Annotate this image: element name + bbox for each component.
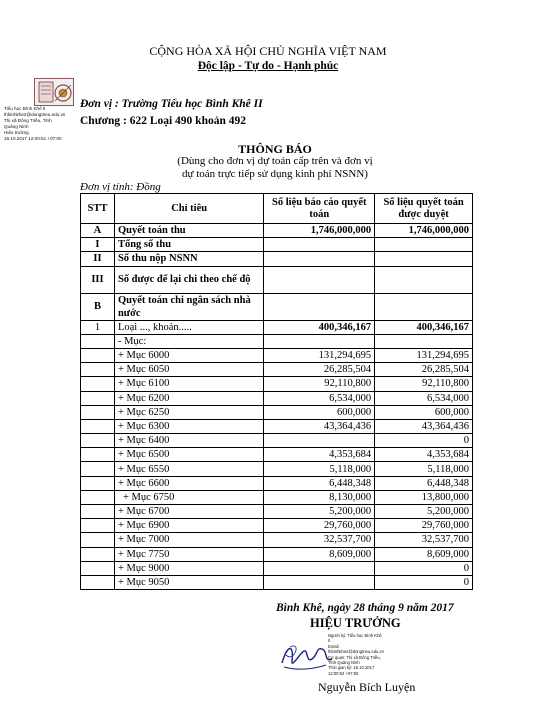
row-reported xyxy=(264,575,375,589)
row-reported xyxy=(264,434,375,448)
row-reported: 8,130,000 xyxy=(264,490,375,504)
stamp-seal-icon xyxy=(34,78,74,106)
row-stt: 1 xyxy=(81,320,115,334)
row-name: + Mục 6100 xyxy=(114,377,263,391)
row-approved: 5,200,000 xyxy=(375,505,473,519)
stamp-line: Tiểu học Bình Khê II xyxy=(4,106,46,111)
row-name: + Mục 6700 xyxy=(114,505,263,519)
row-reported: 5,200,000 xyxy=(264,505,375,519)
row-name: + Mục 7750 xyxy=(114,547,263,561)
row-name: Quyết toán thu xyxy=(114,224,263,238)
row-approved xyxy=(375,334,473,348)
chapter-code: Chương : 622 Loại 490 khoản 492 xyxy=(80,115,246,127)
row-name: + Mục 6200 xyxy=(114,391,263,405)
row-name: + Mục 6750 xyxy=(114,490,263,504)
row-name: - Mục: xyxy=(114,334,263,348)
row-approved xyxy=(375,266,473,293)
row-approved xyxy=(375,252,473,266)
row-reported: 4,353,684 xyxy=(264,448,375,462)
table-body xyxy=(81,224,473,590)
row-name: Số được để lại chi theo chế độ xyxy=(114,266,263,293)
row-reported: 6,534,000 xyxy=(264,391,375,405)
row-approved: 92,110,800 xyxy=(375,377,473,391)
row-stt xyxy=(81,575,115,589)
row-name: Tổng số thu xyxy=(114,238,263,252)
row-reported: 29,760,000 xyxy=(264,519,375,533)
row-stt xyxy=(81,476,115,490)
row-name: Loại ..., khoản..... xyxy=(114,320,263,334)
row-stt xyxy=(81,434,115,448)
notice-subtitle-line1: (Dùng cho đơn vị dự toán cấp trên và đơn vị xyxy=(177,155,373,167)
row-name: + Mục 6300 xyxy=(114,419,263,433)
row-approved: 43,364,436 xyxy=(375,419,473,433)
row-approved: 6,448,348 xyxy=(375,476,473,490)
row-name: + Mục 9000 xyxy=(114,561,263,575)
row-approved xyxy=(375,293,473,320)
row-approved: 29,760,000 xyxy=(375,519,473,533)
notice-subtitle-line2: dự toán trực tiếp sử dụng kinh phí NSNN) xyxy=(182,168,368,180)
row-approved: 8,609,000 xyxy=(375,547,473,561)
nation-heading: CỘNG HÒA XÃ HỘI CHỦ NGHĨA VIỆT NAM xyxy=(149,44,387,58)
table-row xyxy=(81,334,473,348)
table-row xyxy=(81,252,473,266)
table-row xyxy=(81,448,473,462)
row-stt xyxy=(81,448,115,462)
row-name: Quyết toán chi ngân sách nhà nước xyxy=(114,293,263,320)
row-approved: 1,746,000,000 xyxy=(375,224,473,238)
table-row xyxy=(81,293,473,320)
table-row xyxy=(81,476,473,490)
header-reported: Số liệu báo cáo quyết toán xyxy=(264,194,375,224)
sig-info-line: thbinhkhe2@dongtrieu.edu.vn xyxy=(328,649,384,655)
row-reported: 43,364,436 xyxy=(264,419,375,433)
row-stt xyxy=(81,334,115,348)
signer-name: Nguyễn Bích Luyện xyxy=(318,680,416,694)
stamp-line: thbinhkhe2@dongtrieu.edu.vn xyxy=(4,112,66,117)
row-stt xyxy=(81,348,115,362)
stamp-text xyxy=(4,106,78,142)
row-stt xyxy=(81,419,115,433)
row-name: Số thu nộp NSNN xyxy=(114,252,263,266)
row-name: + Mục 6050 xyxy=(114,363,263,377)
row-reported: 92,110,800 xyxy=(264,377,375,391)
row-reported xyxy=(264,561,375,575)
row-stt xyxy=(81,505,115,519)
notice-title: THÔNG BÁO xyxy=(238,142,312,156)
stamp-line: Quảng Ninh xyxy=(4,124,29,129)
sig-info-line: 12:00:52 +07:00 xyxy=(328,670,359,676)
unit-measure: Đơn vị tính: Đồng xyxy=(80,181,161,193)
row-approved: 26,285,504 xyxy=(375,363,473,377)
sig-info-line: Tỉnh Quảng Ninh xyxy=(328,660,360,666)
row-approved: 0 xyxy=(375,575,473,589)
stamp-line: 18.10.2017 12:00:51 +07:00 xyxy=(4,136,62,141)
row-stt xyxy=(81,519,115,533)
table-row xyxy=(81,348,473,362)
motto-heading: Độc lập - Tự do - Hạnh phúc xyxy=(197,60,339,72)
row-stt xyxy=(81,462,115,476)
table-row xyxy=(81,533,473,547)
row-stt xyxy=(81,490,115,504)
row-approved xyxy=(375,238,473,252)
row-stt: II xyxy=(81,252,115,266)
row-reported xyxy=(264,252,375,266)
row-approved: 4,353,684 xyxy=(375,448,473,462)
row-approved: 32,537,700 xyxy=(375,533,473,547)
sign-title: HIỆU TRƯỞNG xyxy=(310,616,401,630)
row-stt xyxy=(81,363,115,377)
settlement-table xyxy=(80,193,473,590)
table-row xyxy=(81,462,473,476)
row-stt: A xyxy=(81,224,115,238)
row-name: + Mục 6550 xyxy=(114,462,263,476)
row-stt xyxy=(81,533,115,547)
sign-date: Bình Khê, ngày 28 tháng 9 năm 2017 xyxy=(276,602,454,614)
row-reported xyxy=(264,238,375,252)
table-row xyxy=(81,575,473,589)
row-reported xyxy=(264,334,375,348)
row-reported xyxy=(264,293,375,320)
table-row xyxy=(81,434,473,448)
row-reported: 1,746,000,000 xyxy=(264,224,375,238)
row-approved: 5,118,000 xyxy=(375,462,473,476)
sig-info-line: II xyxy=(328,638,331,644)
row-approved: 400,346,167 xyxy=(375,320,473,334)
sig-info-line: Cơ quan: Thị xã Đông Triều, xyxy=(328,654,381,660)
row-name: + Mục 6250 xyxy=(114,405,263,419)
row-name: + Mục 6400 xyxy=(114,434,263,448)
digital-stamp xyxy=(4,78,74,148)
row-name: + Mục 6500 xyxy=(114,448,263,462)
row-name: + Mục 9050 xyxy=(114,575,263,589)
row-stt: III xyxy=(81,266,115,293)
table-row xyxy=(81,363,473,377)
row-approved: 131,294,695 xyxy=(375,348,473,362)
row-approved: 0 xyxy=(375,561,473,575)
row-name: + Mục 6600 xyxy=(114,476,263,490)
row-stt xyxy=(81,547,115,561)
table-row xyxy=(81,405,473,419)
table-row xyxy=(81,238,473,252)
row-reported: 8,609,000 xyxy=(264,547,375,561)
row-name: + Mục 6000 xyxy=(114,348,263,362)
sig-info-line: Thời gian ký: 18.10.2017 xyxy=(328,665,375,671)
table-header-row xyxy=(81,194,473,224)
row-stt xyxy=(81,391,115,405)
header-approved: Số liệu quyết toán được duyệt xyxy=(375,194,473,224)
row-reported: 5,118,000 xyxy=(264,462,375,476)
stamp-line: Hiệu trưởng xyxy=(4,130,29,135)
table-row xyxy=(81,320,473,334)
table-row xyxy=(81,377,473,391)
unit-name: Đơn vị : Trường Tiểu học Bình Khê II xyxy=(80,98,263,110)
row-reported: 6,448,348 xyxy=(264,476,375,490)
row-stt: I xyxy=(81,238,115,252)
table-row xyxy=(81,224,473,238)
row-reported: 131,294,695 xyxy=(264,348,375,362)
header-name: Chỉ tiêu xyxy=(114,194,263,224)
table-row xyxy=(81,505,473,519)
table-row xyxy=(81,490,473,504)
row-stt xyxy=(81,561,115,575)
row-stt xyxy=(81,405,115,419)
stamp-line: Thị xã Đông Triều, Tỉnh xyxy=(4,118,52,123)
row-name: + Mục 7000 xyxy=(114,533,263,547)
row-reported: 32,537,700 xyxy=(264,533,375,547)
row-stt xyxy=(81,377,115,391)
table-row xyxy=(81,519,473,533)
row-approved: 600,000 xyxy=(375,405,473,419)
digital-signature-info xyxy=(328,633,388,676)
row-approved: 13,800,000 xyxy=(375,490,473,504)
header-stt: STT xyxy=(81,194,115,224)
row-stt: B xyxy=(81,293,115,320)
row-reported: 26,285,504 xyxy=(264,363,375,377)
row-reported: 600,000 xyxy=(264,405,375,419)
table-row xyxy=(81,547,473,561)
table-row xyxy=(81,419,473,433)
row-approved: 0 xyxy=(375,434,473,448)
row-reported xyxy=(264,266,375,293)
table-row xyxy=(81,391,473,405)
sig-info-line: Người ký: Tiểu học Bình Khê xyxy=(328,633,382,638)
sig-info-line: Email: xyxy=(328,643,340,649)
table-row xyxy=(81,561,473,575)
row-approved: 6,534,000 xyxy=(375,391,473,405)
row-reported: 400,346,167 xyxy=(264,320,375,334)
row-name: + Mục 6900 xyxy=(114,519,263,533)
table-row xyxy=(81,266,473,293)
